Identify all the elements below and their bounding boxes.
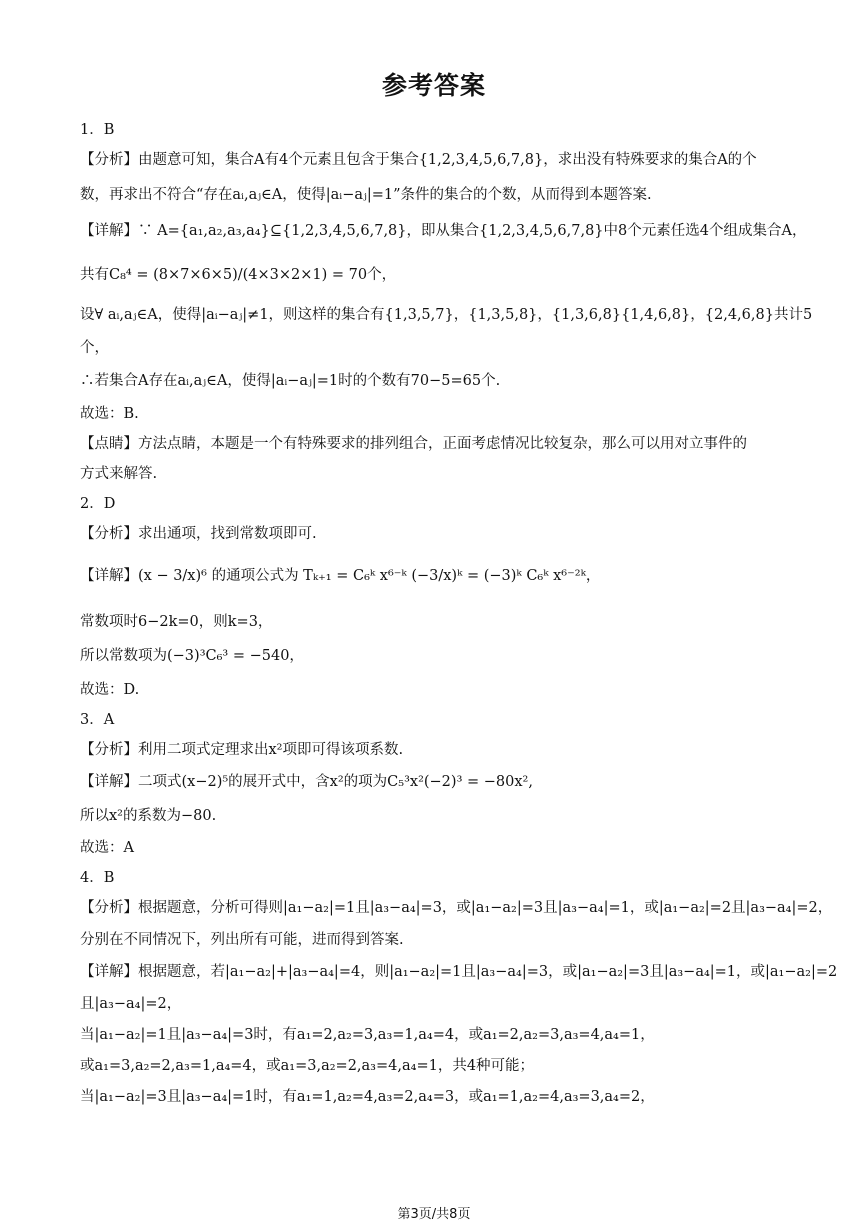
answer-1-analysis-cont: 数，再求出不符合“存在aᵢ,aⱼ∈A，使得|aᵢ−aⱼ|=1”条件的集合的个数，从而得到本题答案. [80,187,652,203]
answer-4-detail: 【详解】根据题意，若|a₁−a₂|+|a₃−a₄|=4，则|a₁−a₂|=1且|a₃−a₄|=3，或|a₁−a₂|=3且|a₃−a₄|=1，或|a₁−a₂|=2 [80,964,838,980]
answer-3-analysis: 【分析】利用二项式定理求出x²项即可得该项系数. [80,742,404,758]
answer-4-detail-cont: 且|a₃−a₄|=2， [80,996,182,1012]
answer-2-analysis: 【分析】求出通项，找到常数项即可. [80,526,317,542]
page-title: 参考答案 [381,71,486,100]
page-footer: 第3页/共8页 [397,1207,471,1222]
answer-4-analysis: 【分析】根据题意，分析可得则|a₁−a₂|=1且|a₃−a₄|=3，或|a₁−a₂|=3且|a₃−a₄|=1，或|a₁−a₂|=2且|a₃−a₄|=2， [80,900,833,916]
answer-2-constant-value: 所以常数项为(−3)³C₆³ = −540， [80,648,304,664]
answer-1-detail-sets-cont: 个， [80,340,109,356]
answer-1-detail-result: ∴若集合A存在aᵢ,aⱼ∈A，使得|aᵢ−aⱼ|=1时的个数有70−5=65个. [80,373,501,389]
answer-1-analysis: 【分析】由题意可知，集合A有4个元素且包含于集合{1,2,3,4,5,6,7,8}，求出没有特殊要求的集合A的个 [80,152,757,168]
answer-3-detail: 【详解】二项式(x−2)⁵的展开式中，含x²的项为C₅³x²(−2)³ = −80x², [80,774,533,790]
answer-3-choice: 故选：A [80,840,134,856]
answer-2-constant-condition: 常数项时6−2k=0，则k=3， [80,614,273,630]
answer-4-analysis-cont: 分别在不同情况下，列出所有可能，进而得到答案. [80,932,404,948]
answer-1-detail: 【详解】∵ A={a₁,a₂,a₃,a₄}⊆{1,2,3,4,5,6,7,8}，即从集合{1,2,3,4,5,6,7,8}中8个元素任选4个组成集合A， [80,223,807,239]
answer-1-choice: 故选：B. [80,406,139,422]
answer-1-header: 1．B [80,122,115,138]
answer-1-comment: 【点睛】方法点睛，本题是一个有特殊要求的排列组合，正面考虑情况比较复杂，那么可以用对立事件的 [80,436,747,452]
answer-2-header: 2．D [80,496,116,512]
answer-1-detail-count: 共有C₈⁴ = (8×7×6×5)/(4×3×2×1) = 70个， [80,267,397,283]
answer-4-header: 4．B [80,870,115,886]
answer-4-case-1: 当|a₁−a₂|=1且|a₃−a₄|=3时，有a₁=2,a₂=3,a₃=1,a₄=4，或a₁=2,a₂=3,a₃=4,a₄=1， [80,1027,655,1043]
answer-3-coefficient: 所以x²的系数为−80. [80,808,217,824]
answer-1-detail-sets: 设∀ aᵢ,aⱼ∈A，使得|aᵢ−aⱼ|≠1，则这样的集合有{1,3,5,7}，{1,3,5,8}，{1,3,6,8}{1,4,6,8}，{2,4,6,8}共计5 [80,307,813,323]
answer-4-case-2: 当|a₁−a₂|=3且|a₃−a₄|=1时，有a₁=1,a₂=4,a₃=2,a₄=3，或a₁=1,a₂=4,a₃=3,a₄=2， [80,1089,655,1105]
answer-2-detail: 【详解】(x − 3/x)⁶ 的通项公式为 Tₖ₊₁ = C₆ᵏ x⁶⁻ᵏ (−3/x)ᵏ = (−3)ᵏ C₆ᵏ x⁶⁻²ᵏ， [80,568,601,584]
answer-4-case-1-cont: 或a₁=3,a₂=2,a₃=1,a₄=4，或a₁=3,a₂=2,a₃=4,a₄=1，共4种可能； [80,1058,535,1074]
answer-1-comment-cont: 方式来解答. [80,466,158,482]
answer-2-choice: 故选：D. [80,682,140,698]
answer-3-header: 3．A [80,712,115,728]
